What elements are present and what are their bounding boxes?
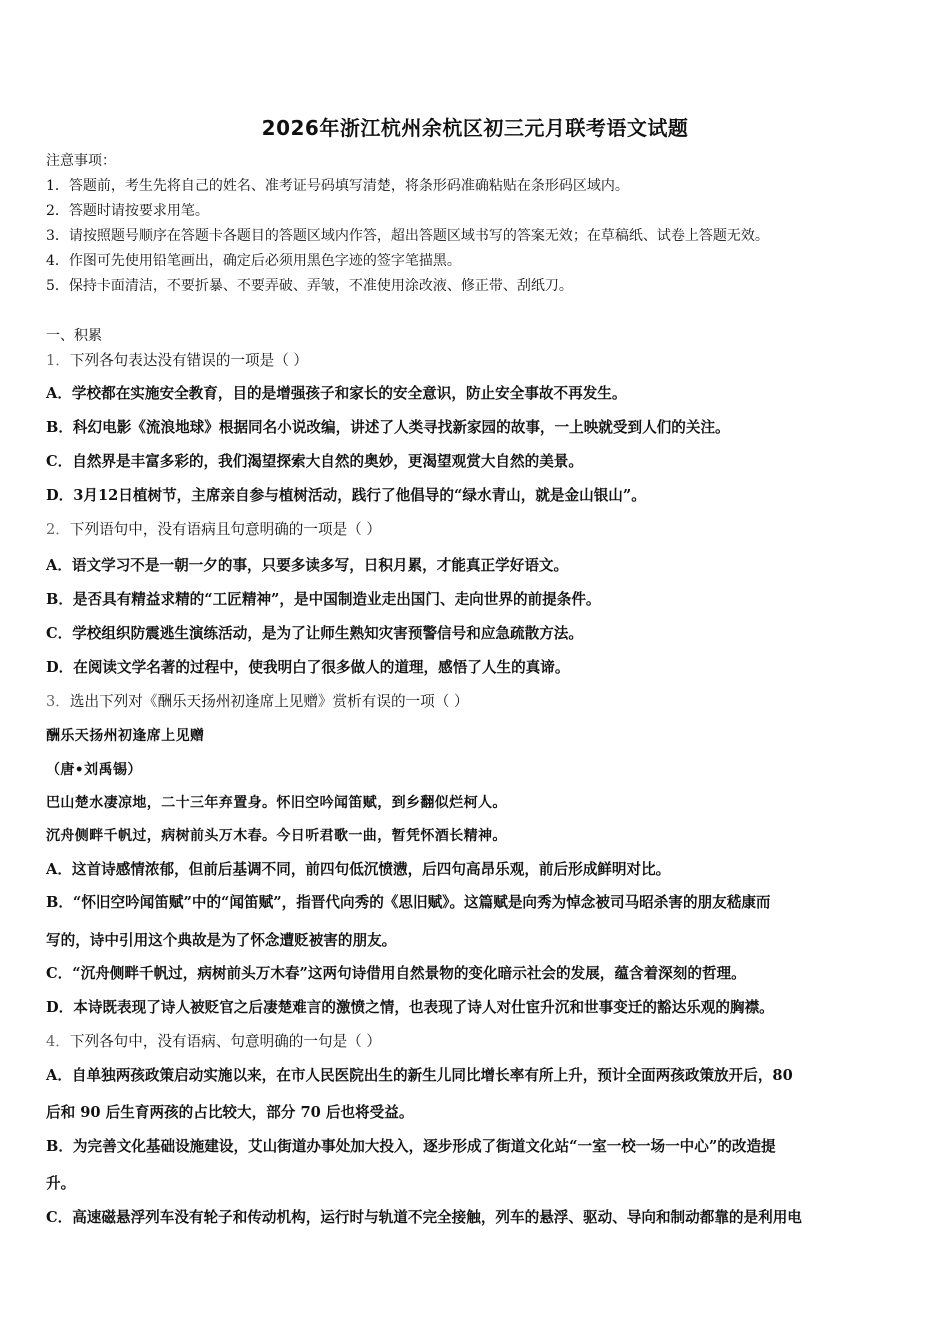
poem-author: （唐•刘禹锡） xyxy=(46,762,142,778)
poem-line: 沉舟侧畔千帆过，病树前头万木春。今日听君歌一曲，暂凭怀酒长精神。 xyxy=(46,828,507,844)
poem-title: 酬乐天扬州初逢席上见赠 xyxy=(46,728,205,744)
question-text: 下列各句表达没有错误的一项是（ ） xyxy=(69,352,309,369)
notice-item: 5．保持卡面清洁，不要折暴、不要弄破、弄皱，不准使用涂改液、修正带、刮纸刀。 xyxy=(46,278,573,294)
question-4-option-b: B．为完善文化基础设施建设，艾山街道办事处加大投入，逐步形成了街道文化站“一室一校一场一中心”的改造提 xyxy=(46,1138,776,1155)
question-2-option-d: D．在阅读文学名著的过程中，使我明白了很多做人的道理，感悟了人生的真谛。 xyxy=(46,659,570,676)
question-4-option-a: A．自单独两孩政策启动实施以来，在市人民医院出生的新生儿同比增长率有所上升，预计全面两孩政策放开后，80 xyxy=(46,1067,793,1084)
question-number: 4． xyxy=(46,1033,70,1050)
question-3-option-b-cont: 写的，诗中引用这个典故是为了怀念遭贬被害的朋友。 xyxy=(46,932,397,949)
exam-title: 2026年浙江杭州余杭区初三元月联考语文试题 xyxy=(261,116,689,140)
question-1-option-a: A．学校都在实施安全教育，目的是增强孩子和家长的安全意识，防止安全事故不再发生。 xyxy=(46,385,627,402)
question-text: 选出下列对《酬乐天扬州初逢席上见赠》赏析有误的一项（ ） xyxy=(69,693,469,710)
question-1-option-c: C．自然界是丰富多彩的，我们渴望探索大自然的奥妙，更渴望观赏大自然的美景。 xyxy=(46,453,583,470)
question-3-option-d: D．本诗既表现了诗人被贬官之后凄楚难言的激愤之情，也表现了诗人对仕宦升沉和世事变迁的豁达乐观的胸襟。 xyxy=(46,999,774,1016)
poem-line: 巴山楚水凄凉地，二十三年弃置身。怀旧空吟闻笛赋，到乡翻似烂柯人。 xyxy=(46,795,507,811)
notice-item: 2．答题时请按要求用笔。 xyxy=(46,203,209,219)
question-text: 下列各句中，没有语病、句意明确的一句是（ ） xyxy=(69,1033,382,1050)
question-4-option-c: C．高速磁悬浮列车没有轮子和传动机构，运行时与轨道不完全接触，列车的悬浮、驱动、导向和制动都靠的是利用电 xyxy=(46,1209,802,1226)
question-2-option-c: C．学校组织防震逃生演练活动，是为了让师生熟知灾害预警信号和应急疏散方法。 xyxy=(46,625,583,642)
question-3-option-c: C．“沉舟侧畔千帆过，病树前头万木春”这两句诗借用自然景物的变化暗示社会的发展，蕴含着深刻的哲理。 xyxy=(46,965,746,982)
question-3-option-b: B．“怀旧空吟闻笛赋”中的“闻笛赋”，指晋代向秀的《思旧赋》。这篇赋是向秀为悼念被司马昭杀害的朋友嵇康而 xyxy=(46,894,771,911)
question-text: 下列语句中，没有语病且句意明确的一项是（ ） xyxy=(69,521,382,538)
question-1-stem xyxy=(46,351,916,371)
question-number: 2． xyxy=(46,521,70,538)
question-4-stem xyxy=(46,1032,916,1052)
question-1-option-d: D．3月12日植树节，主席亲自参与植树活动，践行了他倡导的“绿水青山，就是金山银山”。 xyxy=(46,487,646,504)
question-2-stem xyxy=(46,520,916,540)
section-heading: 一、积累 xyxy=(46,328,102,344)
question-2-option-a: A．语文学习不是一朝一夕的事，只要多读多写，日积月累，才能真正学好语文。 xyxy=(46,557,569,574)
question-number: 1． xyxy=(46,352,70,369)
question-1-option-b: B．科幻电影《流浪地球》根据同名小说改编，讲述了人类寻找新家园的故事，一上映就受到人们的关注。 xyxy=(46,419,730,436)
notice-item: 3．请按照题号顺序在答题卡各题目的答题区域内作答，超出答题区域书写的答案无效；在草稿纸、试卷上答题无效。 xyxy=(46,228,769,244)
question-number: 3． xyxy=(46,693,70,710)
question-4-option-a-cont: 后和 90 后生育两孩的占比较大，部分 70 后也将受益。 xyxy=(46,1104,414,1121)
question-3-stem xyxy=(46,692,916,712)
notice-heading: 注意事项： xyxy=(46,153,116,169)
question-2-option-b: B．是否具有精益求精的“工匠精神”，是中国制造业走出国门、走向世界的前提条件。 xyxy=(46,591,601,608)
question-3-option-a: A．这首诗感情浓郁，但前后基调不同，前四句低沉愤懑，后四句高昂乐观，前后形成鲜明对比。 xyxy=(46,861,671,878)
notice-item: 1．答题前，考生先将自己的姓名、准考证号码填写清楚，将条形码准确粘贴在条形码区域内。 xyxy=(46,178,629,194)
notice-item: 4．作图可先使用铅笔画出，确定后必须用黑色字迹的签字笔描黑。 xyxy=(46,253,461,269)
question-4-option-b-cont: 升。 xyxy=(46,1175,76,1192)
